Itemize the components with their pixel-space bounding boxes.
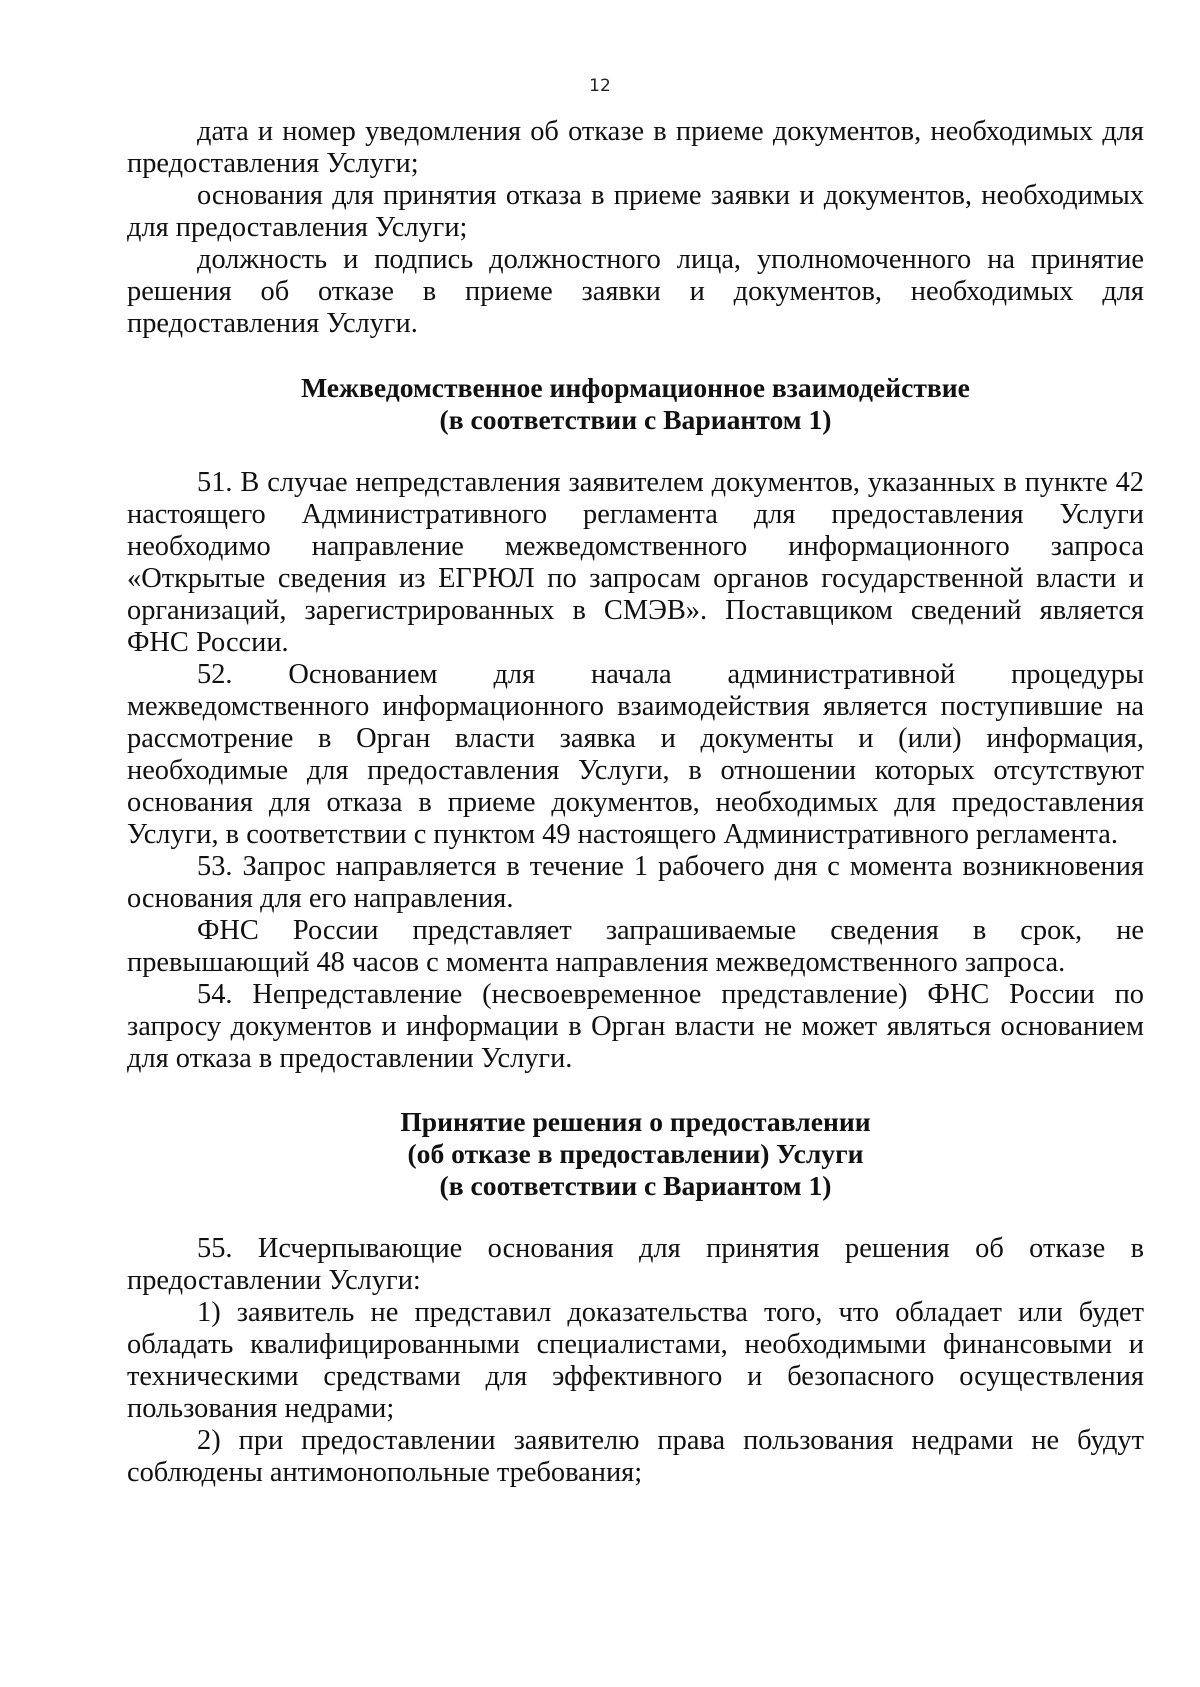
- page-number: 12: [589, 76, 611, 96]
- spacer: [127, 1075, 1144, 1106]
- paragraph-55: 55. Исчерпывающие основания для принятия решения об отказе в предоставлении Услуги:: [127, 1233, 1144, 1296]
- heading-line: Принятие решения о предоставлении: [400, 1106, 871, 1137]
- spacer: [127, 436, 1144, 467]
- section-heading-interagency: [127, 372, 1144, 436]
- section-heading-decision: [127, 1106, 1144, 1202]
- heading-line: Межведомственное информационное взаимодействие: [301, 372, 970, 403]
- paragraph-54: 54. Непредставление (несвоевременное представление) ФНС России по запросу документов и информации в Орган власти не может являться основанием для отказа в предоставлении Услуги.: [127, 979, 1144, 1074]
- paragraph-52: 52. Основанием для начала административной процедуры межведомственного информационного взаимодействия является поступившие на рассмотрение в Орган власти заявка и документы и (или) информация, необходимые для предоставления Услуги, в отношении которых отсутствуют основания для отказа в приеме документов, необходимых для предоставления Услуги, в соответствии с пунктом 49 настоящего Административного регламента.: [127, 659, 1144, 850]
- paragraph-51: 51. В случае непредставления заявителем документов, указанных в пункте 42 настоящего Административного регламента для предоставления Услуги необходимо направление межведомственного информационного запроса «Открытые сведения из ЕГРЮЛ по запросам органов государственной власти и организаций, зарегистрированных в СМЭВ». Поставщиком сведений является ФНС России.: [127, 467, 1144, 658]
- intro-paragraph-3: должность и подпись должностного лица, уполномоченного на принятие решения об отказе в приеме заявки и документов, необходимых для предоставления Услуги.: [127, 244, 1144, 339]
- heading-line: (в соответствии с Вариантом 1): [439, 1170, 832, 1201]
- heading-line: (в соответствии с Вариантом 1): [439, 404, 832, 435]
- paragraph-fns: ФНС России представляет запрашиваемые сведения в срок, не превышающий 48 часов с момента направления межведомственного запроса.: [127, 915, 1144, 978]
- paragraph-55-item-2: 2) при предоставлении заявителю права пользования недрами не будут соблюдены антимонопольные требования;: [127, 1425, 1144, 1488]
- spacer: [127, 340, 1144, 372]
- spacer: [127, 1202, 1144, 1233]
- document-body: [127, 116, 1144, 1489]
- intro-paragraph-1: дата и номер уведомления об отказе в приеме документов, необходимых для предоставления Услуги;: [127, 116, 1144, 179]
- intro-paragraph-2: основания для принятия отказа в приеме заявки и документов, необходимых для предоставления Услуги;: [127, 180, 1144, 243]
- paragraph-55-item-1: 1) заявитель не представил доказательства того, что обладает или будет обладать квалифицированными специалистами, необходимыми финансовыми и техническими средствами для эффективного и безопасного осуществления пользования недрами;: [127, 1297, 1144, 1424]
- paragraph-53: 53. Запрос направляется в течение 1 рабочего дня с момента возникновения основания для его направления.: [127, 851, 1144, 914]
- heading-line: (об отказе в предоставлении) Услуги: [407, 1138, 864, 1169]
